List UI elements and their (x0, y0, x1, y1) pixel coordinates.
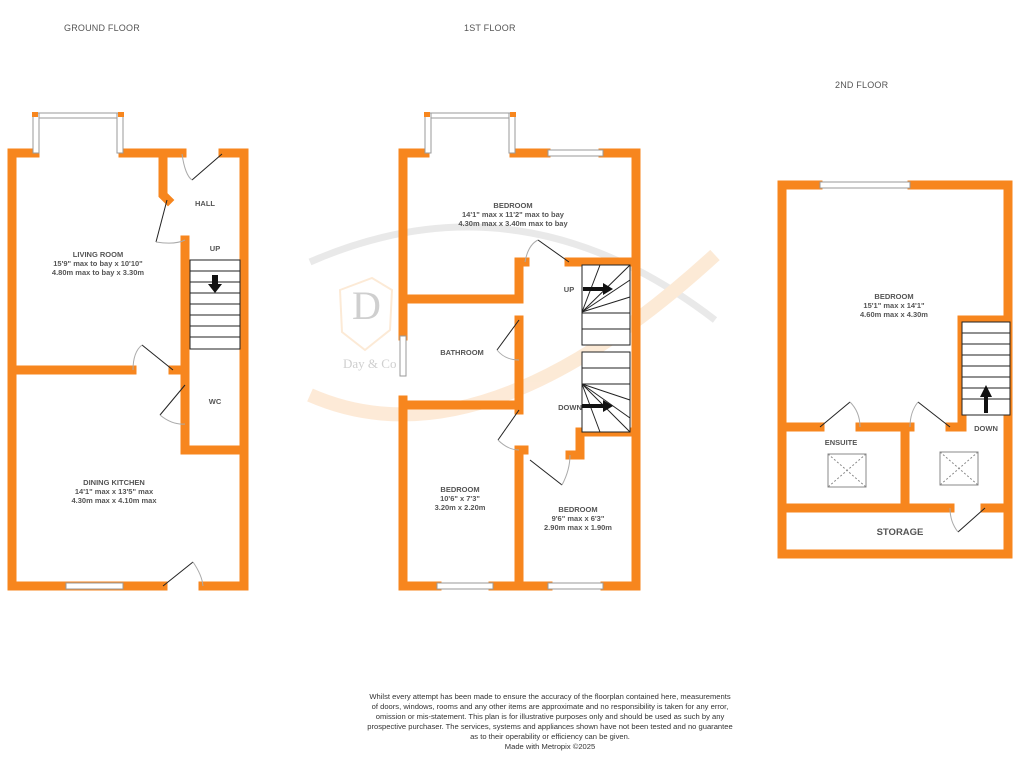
stairs-down-label: DOWN (558, 403, 582, 412)
room-label-dining-kitchen (71, 478, 156, 505)
room-dimensions-metric: 4.60m max x 4.30m (860, 310, 928, 319)
room-dimensions-imperial: 9'6" max x 6'3" (551, 514, 605, 523)
disclaimer-line: as to their operability or efficiency can be given. (470, 732, 630, 741)
room-dimensions-imperial: 10'6" x 7'3" (440, 494, 480, 503)
room-dimensions-imperial: 14'1" max x 11'2" max to bay (461, 210, 564, 219)
floor-title-ground: GROUND FLOOR (64, 23, 140, 33)
room-dimensions-metric: 3.20m x 2.20m (434, 503, 486, 512)
room-name: BEDROOM (558, 505, 598, 514)
room-label-bedroom-front (458, 201, 567, 228)
floor-title-first: 1ST FLOOR (464, 23, 516, 33)
stairs-down-label: DOWN (974, 424, 998, 433)
room-dimensions-imperial: 15'1" max x 14'1" (863, 301, 925, 310)
room-label-bedroom-rear-left (435, 485, 486, 512)
room-label-ensuite: ENSUITE (824, 438, 858, 447)
room-label-bedroom-rear-right (544, 505, 612, 532)
disclaimer-line: omission or mis-statement. This plan is for illustrative purposes only and should be used as such by any (375, 712, 725, 721)
credit: Made with Metropix ©2025 (504, 742, 596, 751)
disclaimer-line: of doors, windows, rooms and any other items are approximate and no responsibility is taken for any error, (371, 702, 729, 711)
room-label-bathroom: BATHROOM (440, 348, 484, 357)
room-dimensions-metric: 4.80m max to bay x 3.30m (51, 268, 145, 277)
watermark-letter: D (352, 283, 381, 328)
stairs-up-label: UP (209, 244, 221, 253)
room-dimensions-imperial: 14'1" max x 13'5" max (74, 487, 154, 496)
watermark-text: Day & Co (343, 356, 397, 371)
room-label-storage: STORAGE (876, 527, 924, 538)
room-dimensions-imperial: 15'9" max to bay x 10'10" (53, 259, 143, 268)
room-label-wc: WC (208, 397, 222, 406)
room-name: LIVING ROOM (72, 250, 124, 259)
room-label-hall: HALL (195, 199, 215, 208)
room-dimensions-metric: 4.30m max x 4.10m max (71, 496, 157, 505)
room-name: BEDROOM (493, 201, 533, 210)
room-label-living-room (52, 250, 144, 277)
floor-title-second: 2ND FLOOR (835, 80, 889, 90)
disclaimer (320, 692, 780, 752)
disclaimer-line: prospective purchaser. The services, systems and appliances shown have not been tested and no guarantee (367, 722, 733, 731)
room-dimensions-metric: 4.30m max x 3.40m max to bay (458, 219, 568, 228)
room-name: BEDROOM (874, 292, 914, 301)
room-dimensions-metric: 2.90m max x 1.90m (544, 523, 612, 532)
disclaimer-line: Whilst every attempt has been made to ensure the accuracy of the floorplan contained here, measurements (369, 692, 731, 701)
room-name: BEDROOM (440, 485, 480, 494)
room-label-bedroom-loft (860, 292, 928, 319)
room-name: DINING KITCHEN (83, 478, 145, 487)
stairs-up-label: UP (563, 285, 575, 294)
